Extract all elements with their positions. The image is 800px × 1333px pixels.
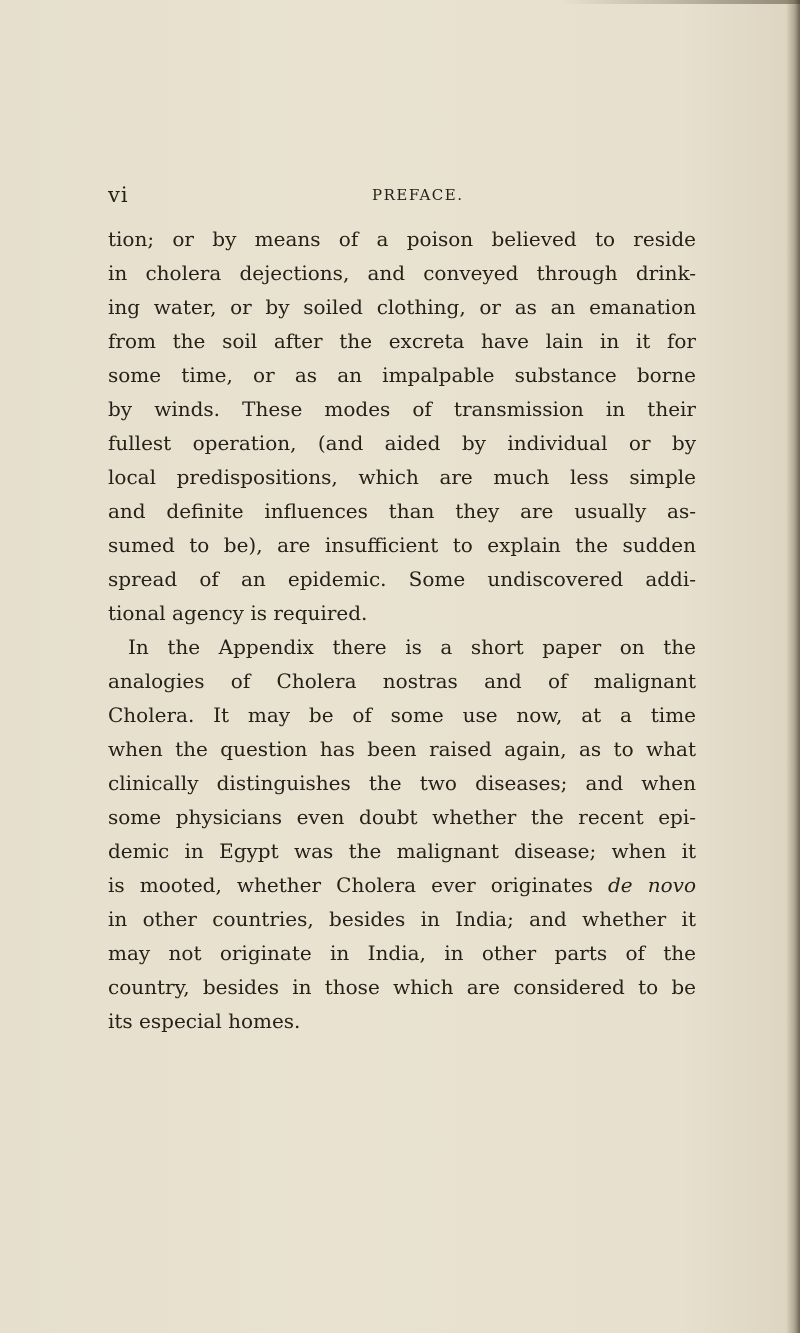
text-line: fullest operation, (and aided by individual or by (108, 431, 696, 455)
text-line: in cholera dejections, and conveyed through drink- (108, 261, 696, 285)
text-line: from the soil after the excreta have lain in it for (108, 329, 696, 353)
text-line: in other countries, besides in India; and whether it (108, 907, 696, 931)
text-line: analogies of Cholera nostras and of malignant (108, 669, 696, 693)
text-line: Cholera. It may be of some use now, at a time (108, 703, 696, 727)
paragraph (108, 630, 696, 1038)
text-line: demic in Egypt was the malignant disease; when it (108, 839, 696, 863)
text-line: country, besides in those which are considered to be (108, 975, 696, 999)
text-line: by winds. These modes of transmission in their (108, 397, 696, 421)
text-line: tion; or by means of a poison believed to reside (108, 227, 696, 251)
text-line: its especial homes. (108, 1009, 301, 1033)
text-line: may not originate in India, in other parts of the (108, 941, 696, 965)
text-line: tional agency is required. (108, 601, 368, 625)
text-line: sumed to be), are insufficient to explain the sudden (108, 533, 696, 557)
text-line: clinically distinguishes the two diseases; and when (108, 771, 696, 795)
text-line: some physicians even doubt whether the recent epi- (108, 805, 696, 829)
running-head-title: PREFACE. (372, 186, 464, 204)
text-line: In the Appendix there is a short paper on the (128, 635, 696, 659)
text-line: when the question has been raised again, as to what (108, 737, 696, 761)
text-line: local predispositions, which are much less simple (108, 465, 696, 489)
body-text (108, 222, 696, 1038)
text-line: some time, or as an impalpable substance borne (108, 363, 696, 387)
page-number: vi (108, 183, 129, 207)
text-line: and definite influences than they are usually as- (108, 499, 696, 523)
page-top-edge-shadow (560, 0, 800, 4)
text-line: ing water, or by soiled clothing, or as an emanation (108, 295, 696, 319)
italic-phrase: de novo (608, 873, 696, 897)
running-head (0, 183, 800, 213)
text-run: is mooted, whether Cholera ever originates (108, 873, 608, 897)
text-line: spread of an epidemic. Some undiscovered addi- (108, 567, 696, 591)
paragraph (108, 222, 696, 630)
text-line (108, 868, 696, 902)
